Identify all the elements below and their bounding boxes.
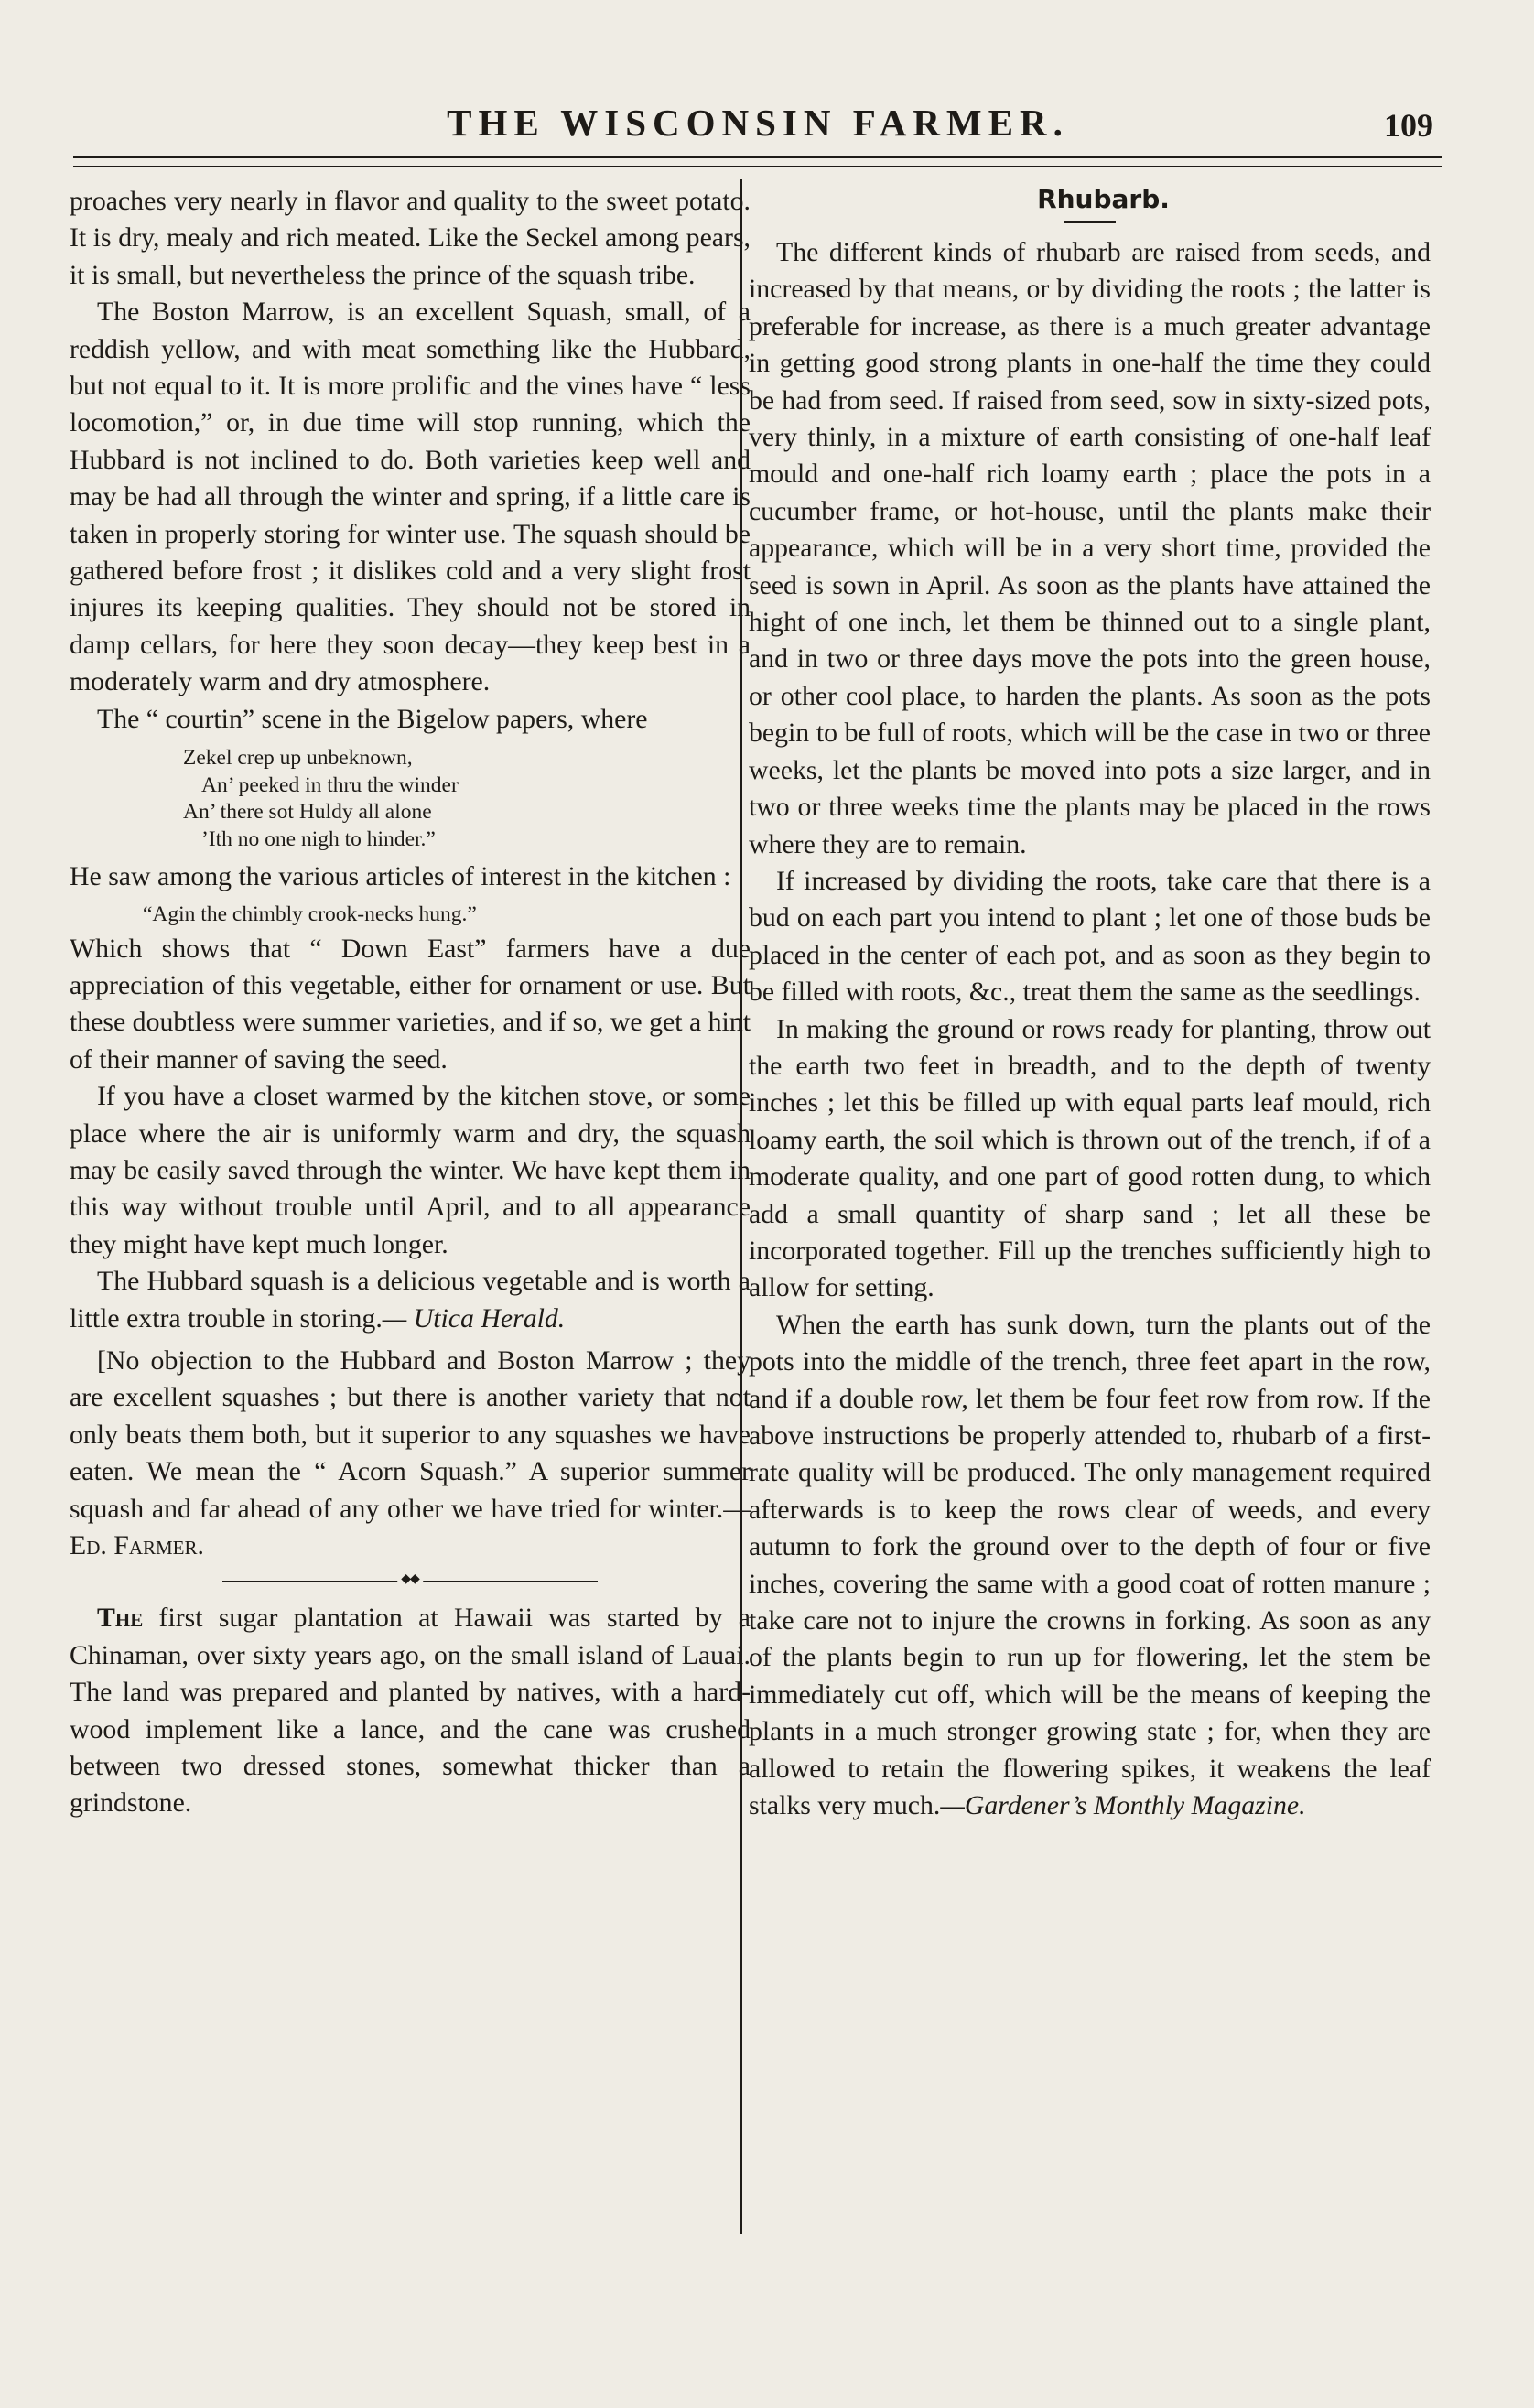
source-gardeners-monthly: —Gardener’s Monthly Magazine.	[940, 1790, 1306, 1821]
lead-word: The	[97, 1603, 144, 1634]
paragraph-courtin-scene: The “ courtin” scene in the Bigelow papers, where	[97, 703, 648, 734]
poem-line: An’ there sot Huldy all alone	[183, 800, 432, 825]
quoted-line: “Agin the chimbly crook-necks hung.”	[143, 902, 477, 926]
editor-signature: —Ed. Farmer.	[70, 1493, 751, 1560]
title-rule	[1064, 221, 1116, 223]
right-column	[749, 183, 1431, 1824]
paragraph-editor-note	[70, 1343, 751, 1564]
hawaii-text: first sugar plantation at Hawaii was started by a Chinaman, over sixty years ago, on the small island of Lauai. The land was prepared and planted by natives, with a hard-wood implement like a lance, and the cane was crushed between two dressed stones, somewhat thicker than a grindstone.	[70, 1603, 751, 1819]
planting-text: When the earth has sunk down, turn the plants out of the pots into the middle of the trench, three feet apart in the row, and if a double row, let them be four feet row from row. If the above instructions be properly attended to, rhubarb of a first-rate quality will be produced. The only management required afterwards is to keep the rows clear of weeds, and every autumn to fork the ground over to the depth of four or five inches, covering the same with a good coat of rotten manure ; take care not to injure the crowns in forking. As soon as any of the plants begin to run up for flowering, let the stem be immediately cut off, which will be the means of keeping the plants in a much stronger growing state ; for, when they are allowed to retain the flowering spikes, it weakens the leaf stalks very much.	[749, 1309, 1431, 1821]
article-title-rhubarb: Rhubarb.	[1037, 184, 1170, 214]
paragraph-down-east: Which shows that “ Down East” farmers have a due appreciation of this vegetable, either for ornament or use. But these doubtless were summer varieties, and if so, we get a hint of their manner of saving the seed.	[70, 933, 751, 1074]
header-rule-thin	[73, 166, 1442, 167]
paragraph-hubbard	[70, 1263, 751, 1337]
hubbard-text: The Hubbard squash is a delicious vegetable and is worth a little extra trouble in storing.	[70, 1266, 751, 1334]
paragraph-boston-marrow: The Boston Marrow, is an excellent Squash, small, of a reddish yellow, and with meat something like the Hubbard, but not equal to it. It is more prolific and the vines have “ less locomotion,” or, in due time will stop running, which the Hubbard is not inclined to do. Both varieties keep well and may be had all through the winter and spring, if a little care is taken in properly storing for winter use. The squash should be gathered before frost ; it dislikes cold and a very slight frost injures its keeping qualities. They should not be stored in damp cellars, for here they soon decay—they keep best in a moderately warm and dry atmosphere.	[70, 297, 751, 697]
paragraph-rhubarb-seeds: The different kinds of rhubarb are raised from seeds, and increased by that means, or by dividing the roots ; the latter is preferable for increase, as there is a much greater advantage in getting good strong plants in one-half the time they could be had from seed. If raised from seed, sow in sixty-sized pots, very thinly, in a mixture of earth consisting of one-half leaf mould and one-half rich loamy earth ; place the pots in a cucumber frame, or hot-house, until the plants make their appearance, which will be in a very short time, provided the seed is sown in April. As soon as the plants have attained the hight of one inch, let them be thinned out to a single plant, and in two or three days move the pots into the green house, or other cool place, to harden the plants. As soon as the pots begin to be full of roots, which will be the case in two or three weeks, let the plants be moved into pots a size larger, and in two or three weeks time the plants may be placed in the rows where they are to remain.	[749, 237, 1431, 859]
poem-line: An’ peeked in thru the winder	[201, 772, 459, 797]
paragraph-closet: If you have a closet warmed by the kitchen stove, or some place where the air is uniformly warm and dry, the squash may be easily saved through the winter. We have kept them in this way without trouble until April, and to all appearance they might have kept much longer.	[70, 1081, 751, 1259]
left-column	[70, 183, 751, 1822]
poem-line: Zekel crep up unbeknown,	[183, 746, 413, 771]
paragraph-making-ground: In making the ground or rows ready for planting, throw out the earth two feet in breadth, and to the depth of twenty inches ; let this be filled up with equal parts leaf mould, rich loamy earth, the soil which is thrown out of the trench, if of a moderate quality, and one part of good rotten dung, to which add a small quantity of sharp sand ; let all these be incorporated together. Fill up the trenches sufficiently high to allow for setting.	[749, 1013, 1431, 1303]
publication-title: THE WISCONSIN FARMER.	[447, 102, 1069, 144]
section-ornament-rule	[70, 1571, 751, 1591]
editor-note-text: [No objection to the Hubbard and Boston Marrow ; they are excellent squashes ; but there is another variety that not only beats them both, but it superior to any squashes we have eaten. We mean the “ Acorn Squash.” A superior summer squash and far ahead of any other we have tried for winter.	[70, 1344, 751, 1524]
running-header	[73, 101, 1442, 156]
paragraph-dividing-roots: If increased by dividing the roots, take care that there is a bud on each part you intend to plant ; let one of those buds be placed in the center of each pot, and as soon as they begin to be filled with roots, &c., treat them the same as the seedlings.	[749, 865, 1431, 1008]
poem-excerpt	[70, 745, 751, 853]
source-utica-herald: — Utica Herald.	[382, 1302, 566, 1334]
paragraph-hawaii-sugar	[70, 1600, 751, 1821]
paragraph-squash-continued: proaches very nearly in flavor and quality to the sweet potato. It is dry, mealy and rich meated. Like the Seckel among pears, it is small, but nevertheless the prince of the squash tribe.	[70, 186, 751, 290]
poem-line: ’Ith no one nigh to hinder.”	[201, 826, 436, 851]
page-number: 109	[1384, 107, 1433, 144]
header-rule-thick	[73, 156, 1442, 158]
paragraph-planting	[749, 1307, 1431, 1825]
paragraph-kitchen: He saw among the various articles of interest in the kitchen :	[70, 861, 731, 892]
